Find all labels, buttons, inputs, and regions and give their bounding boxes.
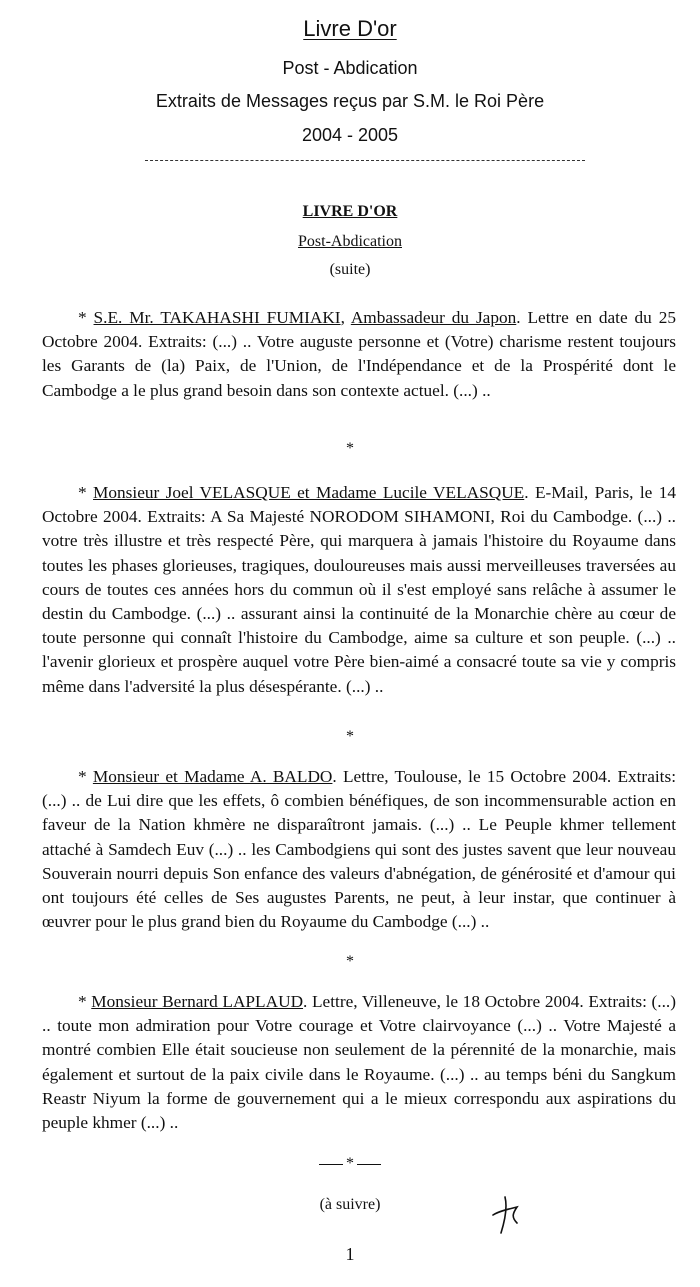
entry-star: * (78, 308, 87, 327)
section-suite: (suite) (329, 261, 371, 278)
message-entry (42, 481, 676, 699)
separator-star: * (346, 440, 354, 457)
entry-author: Monsieur Bernard LAPLAUD (91, 992, 304, 1011)
end-mark (0, 1155, 700, 1173)
message-entry (42, 990, 676, 1135)
section-title: LIVRE D'OR (302, 203, 398, 220)
entry-separator: , (340, 308, 351, 327)
separator-star: * (346, 728, 354, 745)
separator-star: * (346, 953, 354, 970)
section-subtitle: Post-Abdication (298, 233, 402, 250)
end-mark-star: * (346, 1155, 354, 1172)
entry-text: . Lettre en date du 25 Octobre 2004. Extraits: (...) .. Votre auguste personne et (Votre) charisme restent toujours les Garants de (la) Paix, de l'Union, de l'Indépendance et de la Prospérité dont le Cambodge a le plus grand besoin dans son contexte actuel. (...) .. (42, 308, 676, 400)
handwritten-mark-icon (487, 1193, 527, 1237)
entry-author: Monsieur Joel VELASQUE et Madame Lucile VELASQUE (93, 483, 525, 502)
entry-star: * (78, 483, 87, 502)
document-title: Livre D'or (303, 16, 397, 41)
entry-star: * (78, 992, 87, 1011)
entry-text: . Lettre, Villeneuve, le 18 Octobre 2004. Extraits: (...) .. toute mon admiration pour Votre courage et Votre clairvoyance (...) .. Votre Majesté a montré combien Elle était soucieuse non seulement de la pérennité de la monarchie, mais également et surtout de la paix civile dans le Royaume. (...) .. au temps béni du Sangkum Reastr Niyum la forme de gouvernement qui a le mieux correspondu aux aspirations du peuple khmer (...) .. (42, 992, 676, 1133)
entry-author-title: Ambassadeur du Japon (350, 308, 517, 327)
message-entry (42, 306, 676, 403)
document-years: 2004 - 2005 (301, 125, 399, 145)
to-be-continued: (à suivre) (319, 1196, 381, 1213)
entry-text: . Lettre, Toulouse, le 15 Octobre 2004. Extraits: (...) .. de Lui dire que les effets, ô combien bénéfiques, de son incommensurable action en faveur de la Nation khmère ne disparaîtront jamais. (...) .. Le Peuple khmer tellement attaché à Samdech Euv (...) .. les Cambodgiens qui sont des justes savent que leur nouveau Souverain nourri depuis Son enfance des valeurs d'abnégation, de générosité et d'amour qui ont toujours été celles de Ses augustes Parents, ne peut, à leur instar, que continuer à œuvrer pour le plus grand bien du Royaume du Cambodge (...) .. (42, 767, 676, 932)
page-number: 1 (345, 1244, 355, 1264)
document-subtitle: Post - Abdication (282, 58, 418, 78)
entry-text: . E-Mail, Paris, le 14 Octobre 2004. Extraits: A Sa Majesté NORODOM SIHAMONI, Roi du Cambodge. (...) .. votre très illustre et très respecté Père, qui marquera à jamais l'histoire du Royaume dans toutes les phases glorieuses, tragiques, douloureuses mais aussi merveilleuses traversées au cours de toutes ces années hors du commun où il s'est employé sans relâche à assumer le destin du Cambodge. (...) .. assurant ainsi la continuité de la Monarchie chère au cœur de toute personne qui connaît l'histoire du Cambodge, aime sa culture et son peuple. (...) .. l'avenir glorieux et prospère auquel votre Père bien-aimé a consacré toute sa vie y compris même dans l'adversité la plus désespérante. (...) .. (42, 483, 677, 696)
entry-author: Monsieur et Madame A. BALDO (92, 767, 333, 786)
dashed-divider (145, 160, 585, 161)
message-entry (42, 765, 676, 934)
entry-author: S.E. Mr. TAKAHASHI FUMIAKI (93, 308, 341, 327)
document-description: Extraits de Messages reçus par S.M. le Roi Père (155, 91, 545, 111)
entry-star: * (78, 767, 87, 786)
